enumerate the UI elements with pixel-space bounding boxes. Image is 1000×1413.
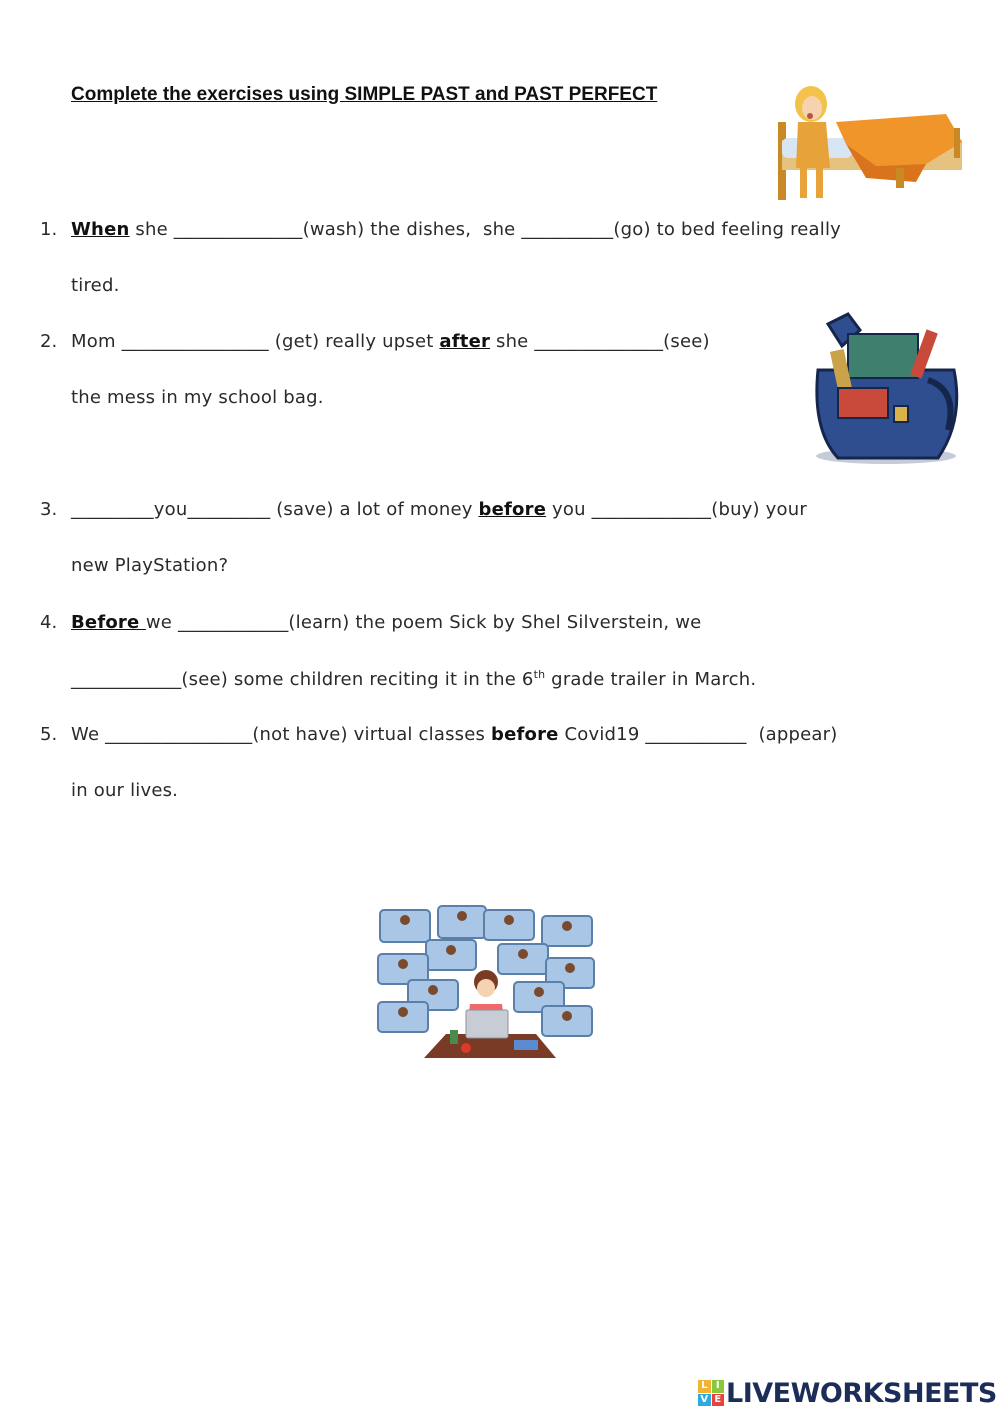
- item-3-line-2: new PlayStation?: [71, 555, 229, 576]
- item-number: 1.: [40, 219, 58, 240]
- virtual-class-illustration: [376, 904, 598, 1062]
- logo-mark: L I V E: [698, 1380, 724, 1406]
- worksheet-title: Complete the exercises using SIMPLE PAST and PAST PERFECT: [71, 84, 658, 105]
- item-number: 2.: [40, 331, 58, 352]
- item-4-line-1: Before we ____________(learn) the poem Sick by Shel Silverstein, we: [71, 612, 702, 633]
- keyword-before: before: [491, 724, 559, 745]
- item-number: 5.: [40, 724, 58, 745]
- item-2-line-1: Mom ________________ (get) really upset after she ______________(see): [71, 331, 710, 352]
- bed-girl-illustration: [776, 82, 966, 204]
- item-2-line-2: the mess in my school bag.: [71, 387, 324, 408]
- item-4-line-2: ____________(see) some children reciting it in the 6th grade trailer in March.: [71, 668, 757, 690]
- item-1-line-2: tired.: [71, 275, 120, 296]
- keyword-when: When: [71, 219, 130, 240]
- item-5-line-2: in our lives.: [71, 780, 179, 801]
- school-bag-illustration: [808, 310, 968, 466]
- item-1-line-1: When she ______________(wash) the dishes, she __________(go) to bed feeling really: [71, 219, 842, 240]
- item-number: 4.: [40, 612, 58, 633]
- keyword-after: after: [439, 331, 491, 352]
- keyword-before: before: [478, 499, 547, 520]
- liveworksheets-logo: [698, 1376, 997, 1410]
- keyword-before: Before: [71, 612, 146, 633]
- item-number: 3.: [40, 499, 58, 520]
- item-5-line-1: We ________________(not have) virtual classes before Covid19 ___________ (appear): [71, 724, 838, 745]
- item-3-line-1: _________you_________ (save) a lot of money before you _____________(buy) your: [71, 499, 807, 520]
- logo-wordmark: LIVEWORKSHEETS: [726, 1377, 997, 1409]
